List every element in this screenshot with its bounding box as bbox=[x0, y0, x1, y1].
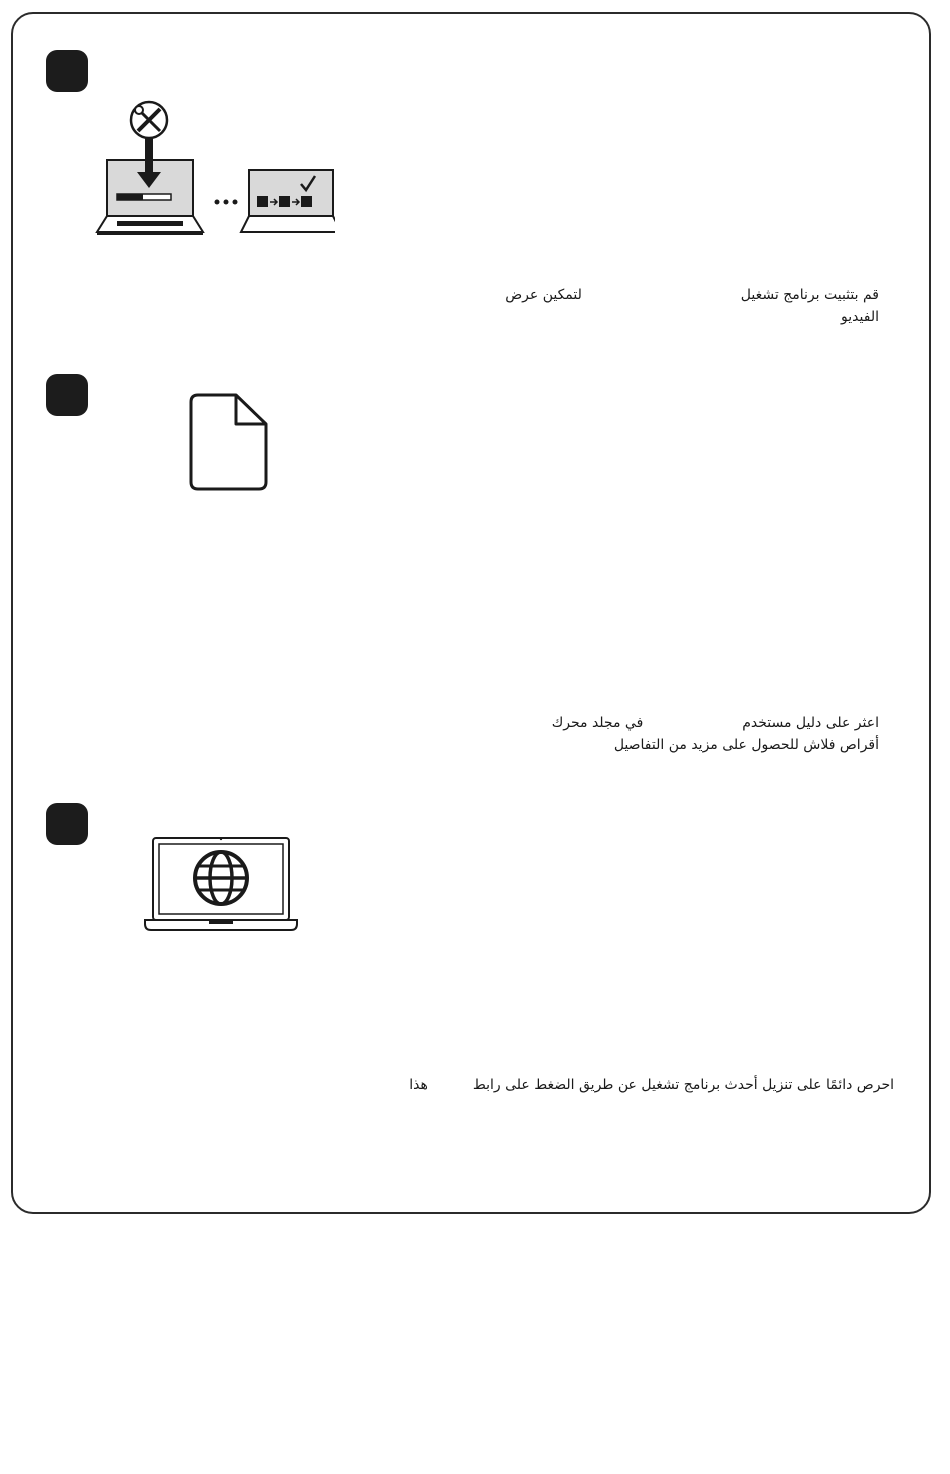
globe-icon bbox=[195, 852, 247, 904]
step-1-line1-part1: قم بتثبيت برنامج تشغيل bbox=[740, 287, 879, 303]
step-3-badge bbox=[46, 803, 88, 845]
step-2-badge bbox=[46, 374, 88, 416]
step-1-line2: الفيديو bbox=[841, 309, 879, 325]
step-2-text bbox=[552, 712, 879, 756]
step-3-text bbox=[409, 1074, 894, 1096]
step-2-line2: أقراص فلاش للحصول على مزيد من التفاصيل bbox=[613, 737, 879, 753]
step-2-line1-part2: في مجلد محرك bbox=[551, 715, 644, 731]
laptop-check-icon bbox=[241, 170, 335, 232]
step-1-badge bbox=[46, 50, 88, 92]
driver-install-illustration bbox=[95, 98, 335, 238]
document-icon bbox=[188, 392, 270, 492]
wrench-screwdriver-icon bbox=[131, 102, 167, 138]
laptop-globe-icon bbox=[141, 834, 301, 934]
ellipsis-icon bbox=[215, 200, 238, 205]
instructions-panel bbox=[11, 12, 931, 1214]
step-2-line1-part1: اعثر على دليل مستخدم bbox=[742, 715, 879, 731]
step-1-text bbox=[505, 284, 879, 328]
step-3-line1-part1: احرص دائمًا على تنزيل أحدث برنامج تشغيل عن طريق الضغط على رابط bbox=[472, 1077, 894, 1093]
step-3-line1-part2[interactable]: هذا bbox=[409, 1077, 428, 1093]
step-1-line1-part2: لتمكين عرض bbox=[505, 287, 582, 303]
